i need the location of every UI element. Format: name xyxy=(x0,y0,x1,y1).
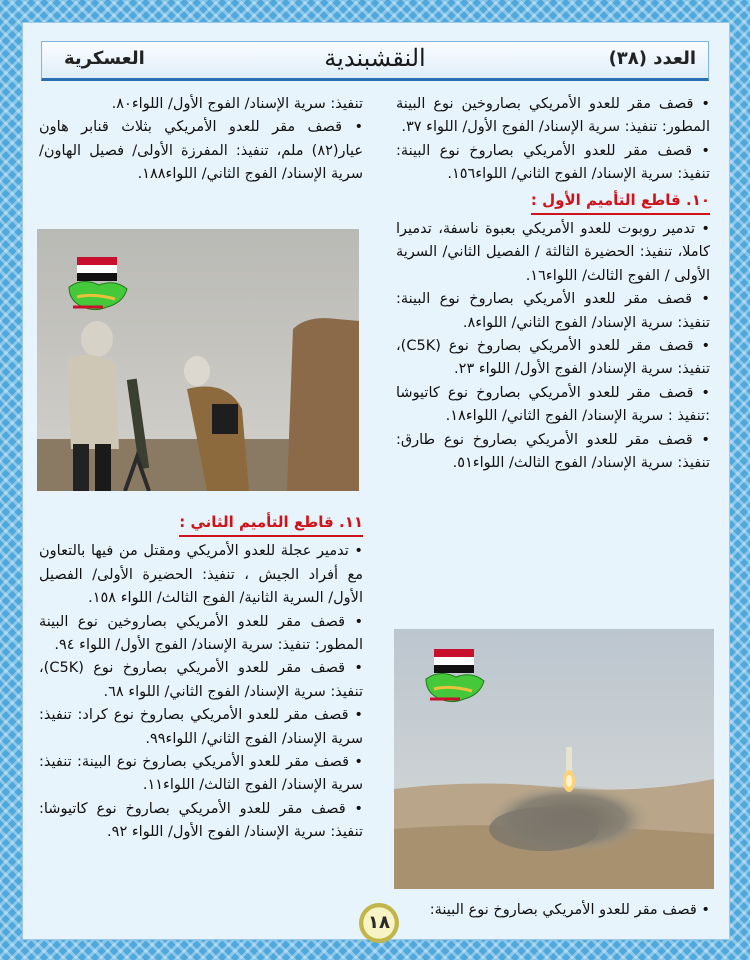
page-number: ١٨ xyxy=(359,903,399,943)
list-item: • قصف مقر للعدو الأمريكي بصاروخ نوع كراد: تنفيذ: سرية الإسناد/ الفوج الثاني/ اللواء٩٩. xyxy=(39,704,363,751)
rocket-launch-photo xyxy=(394,629,714,889)
list-item: • قصف مقر للعدو الأمريكي بصاروخ نوع كاتيوشا :تنفيذ : سرية الإسناد/ الفوج الثاني/ اللواء١٨. xyxy=(396,382,710,429)
right-column xyxy=(396,93,710,476)
list-item: • قصف مقر للعدو الأمريكي بصاروخ نوع (C5K)، تنفيذ: سرية الإسناد/ الفوج الثاني/ اللواء ٦٨. xyxy=(39,657,363,704)
list-item-continued: تنفيذ: سرية الإسناد/ الفوج الأول/ اللواء٨٠. xyxy=(111,96,363,112)
mortar-crew-photo xyxy=(37,229,359,491)
section-heading-1: ١٠. قاطع التأميم الأول : xyxy=(531,189,710,215)
section-heading-2: ١١. قاطع التأميم الثاني : xyxy=(179,511,363,537)
list-item: • قصف مقر للعدو الأمريكي بصاروخ نوع البينة: xyxy=(396,899,710,922)
list-item: • قصف مقر للعدو الأمريكي بثلاث قنابر هاون عيار(٨٢) ملم، تنفيذ: المفرزة الأولى/ فصيل الهاون/ سرية الإسناد/ الفوج الثاني/ اللواء١٨٨. xyxy=(39,116,363,186)
iraq-flag-map-icon xyxy=(63,251,133,321)
list-item: • قصف مقر للعدو الأمريكي بصاروخ نوع البينة: تنفيذ: سرية الإسناد/ الفوج الثاني/ اللواء١٥٦. xyxy=(396,140,710,187)
list-item: • قصف مقر للعدو الأمريكي بصاروخين نوع البينة المطور: تنفيذ: سرية الإسناد/ الفوج الأول/ اللواء ٣٧. xyxy=(396,93,710,140)
list-item: • قصف مقر للعدو الأمريكي بصاروخ نوع البينة: تنفيذ: سرية الإسناد/ الفوج الثاني/ اللواء٨. xyxy=(396,288,710,335)
issue-number: العدد (٣٨) xyxy=(608,48,696,69)
list-item: • تدمير روبوت للعدو الأمريكي بعبوة ناسفة، تدميرا كاملا، تنفيذ: الحضيرة الثالثة / الفصيل الثاني/ السرية الأولى / الفوج الثالث/ اللواء١٦. xyxy=(396,218,710,288)
section-name: العسكرية xyxy=(64,48,145,69)
magazine-title: النقشبندية xyxy=(324,44,426,72)
page-inner xyxy=(22,22,730,940)
page-header xyxy=(41,41,709,81)
iraq-flag-map-icon xyxy=(420,643,490,713)
right-column-footer xyxy=(396,899,710,922)
list-item: • قصف مقر للعدو الأمريكي بصاروخ نوع البينة: تنفيذ: سرية الإسناد/ الفوج الثالث/ اللواء١١. xyxy=(39,751,363,798)
list-item: • تدمير عجلة للعدو الأمريكي ومقتل من فيها بالتعاون مع أفراد الجيش ، تنفيذ: الحضيرة الأولى/ الفصيل الأول/ السرية الثانية/ الفوج الثالث/ اللواء ١٥٨. xyxy=(39,540,363,610)
list-item: • قصف مقر للعدو الأمريكي بصاروخين نوع البينة المطور: تنفيذ: سرية الإسناد/ الفوج الأول/ اللواء ٩٤. xyxy=(39,611,363,658)
list-item: • قصف مقر للعدو الأمريكي بصاروخ نوع طارق: تنفيذ: سرية الإسناد/ الفوج الثالث/ اللواء٥١. xyxy=(396,429,710,476)
list-item: • قصف مقر للعدو الأمريكي بصاروخ نوع (C5K)، تنفيذ: سرية الإسناد/ الفوج الأول/ اللواء ٢٣. xyxy=(396,335,710,382)
left-column-top xyxy=(39,93,363,187)
list-item: • قصف مقر للعدو الأمريكي بصاروخ نوع كاتيوشا: تنفيذ: سرية الإسناد/ الفوج الأول/ اللواء ٩٢. xyxy=(39,798,363,845)
left-column-bottom xyxy=(39,509,363,845)
